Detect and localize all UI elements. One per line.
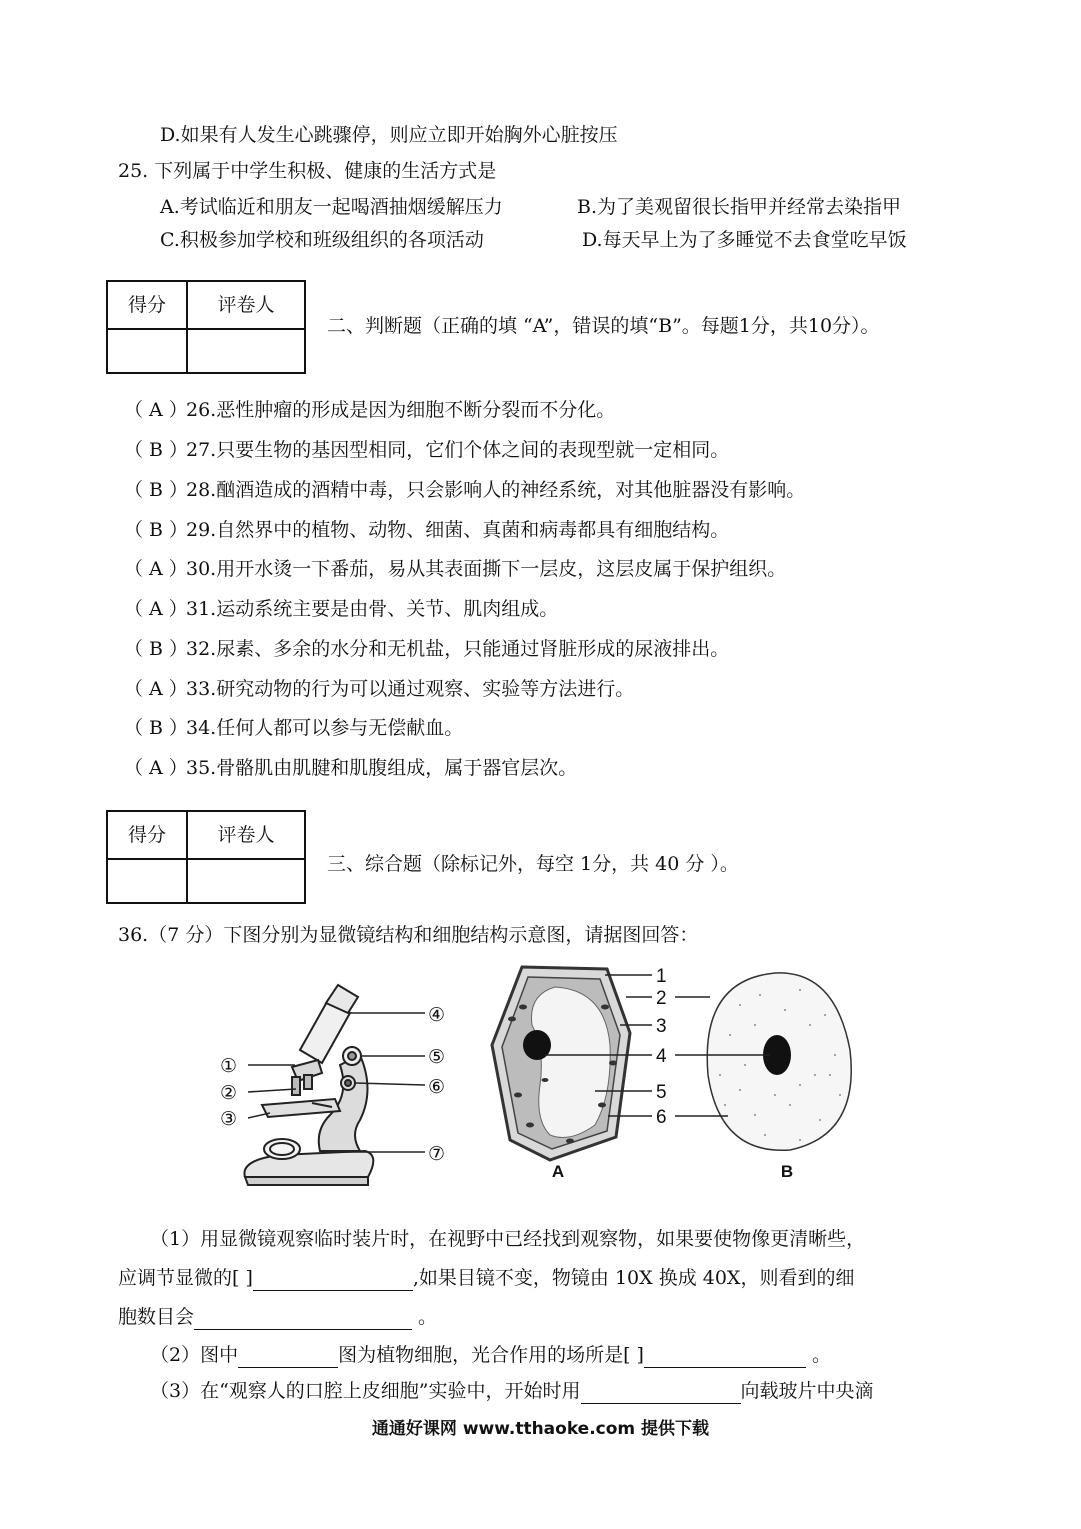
judge-item	[124, 477, 805, 503]
cell-b-caption: B	[780, 1162, 794, 1181]
judge-answer: （ A ）	[124, 757, 188, 779]
judge-answer: （ A ）	[124, 598, 188, 620]
q36-stem: 36.（7 分）下图分别为显微镜结构和细胞结构示意图，请据图回答：	[118, 924, 699, 946]
judge-answer: （ B ）	[124, 519, 189, 541]
q24-option-d: D.如果有人发生心跳骤停，则应立即开始胸外心脏按压	[160, 124, 618, 146]
q36-p2	[150, 1342, 831, 1368]
cell-a-caption: A	[551, 1162, 565, 1181]
microscope-label: ②	[220, 1083, 238, 1104]
cell-a-labels	[656, 966, 667, 1128]
answer-blank[interactable]	[253, 1270, 413, 1291]
cell-label: 6	[656, 1107, 667, 1128]
cell-label: 2	[656, 988, 667, 1009]
judge-item	[124, 437, 729, 463]
score-label: 得分	[127, 824, 166, 846]
judge-text: 28.酗酒造成的酒精中毒，只会影响人的神经系统，对其他脏器没有影响。	[186, 479, 806, 501]
score-box	[106, 280, 306, 374]
q36-figure	[200, 955, 860, 1200]
microscope-label: ①	[220, 1056, 238, 1077]
answer-blank[interactable]	[581, 1383, 741, 1404]
judge-item	[124, 596, 558, 622]
judge-item	[124, 755, 577, 781]
judge-text: 27.只要生物的基因型相同，它们个体之间的表现型就一定相同。	[186, 439, 730, 461]
q36-p3-b: 向载玻片中央滴	[740, 1380, 874, 1402]
judge-text: 34.任何人都可以参与无偿献血。	[186, 717, 464, 739]
score-label: 得分	[127, 294, 166, 316]
judge-text: 33.研究动物的行为可以通过观察、实验等方法进行。	[186, 678, 635, 700]
q36-p1-line3-b: 。	[412, 1306, 438, 1328]
answer-blank[interactable]	[238, 1347, 338, 1368]
q36-p2-b: 图为植物细胞，光合作用的场所是[ ]	[338, 1344, 644, 1366]
cell-label: 1	[656, 966, 667, 987]
judge-text: 31.运动系统主要是由骨、关节、肌肉组成。	[186, 598, 559, 620]
answer-blank[interactable]	[194, 1309, 412, 1330]
cell-label: 5	[656, 1082, 667, 1103]
judge-text: 26.恶性肿瘤的形成是因为细胞不断分裂而不分化。	[186, 399, 616, 421]
q25-option-a: A.考试临近和朋友一起喝酒抽烟缓解压力	[160, 196, 503, 218]
cell-label: 3	[656, 1016, 667, 1037]
q36-p1-line3	[118, 1304, 437, 1330]
q36-p2-c: 。	[805, 1344, 832, 1366]
judge-answer: （ B ）	[124, 638, 189, 660]
grader-label: 评卷人	[217, 824, 275, 846]
q25-option-c: C.积极参加学校和班级组织的各项活动	[160, 229, 484, 251]
judge-item	[124, 397, 615, 423]
judge-item	[124, 715, 463, 741]
judge-answer: （ A ）	[124, 399, 188, 421]
judge-text: 30.用开水烫一下番茄，易从其表面撕下一层皮，这层皮属于保护组织。	[186, 558, 787, 580]
q36-p2-a: （2）图中	[150, 1344, 239, 1366]
microscope-label: ⑤	[428, 1047, 446, 1068]
microscope-label: ④	[428, 1005, 446, 1026]
microscope-label: ⑥	[428, 1077, 446, 1098]
judge-item	[124, 517, 729, 543]
footer-watermark: 通通好课网 www.tthaoke.com 提供下载	[371, 1419, 710, 1439]
judge-text: 32.尿素、多余的水分和无机盐，只能通过肾脏形成的尿液排出。	[186, 638, 730, 660]
judge-answer: （ B ）	[124, 479, 189, 501]
q25-option-b: B.为了美观留很长指甲并经常去染指甲	[577, 196, 902, 218]
judge-item	[124, 676, 634, 702]
microscope-illustration	[244, 985, 373, 1185]
judge-text: 29.自然界中的植物、动物、细菌、真菌和病毒都具有细胞结构。	[186, 519, 730, 541]
q36-p3-a: （3）在“观察人的口腔上皮细胞”实验中，开始时用	[150, 1380, 581, 1402]
cell-label: 4	[656, 1046, 667, 1067]
animal-cell-b	[707, 973, 851, 1150]
judge-answer: （ A ）	[124, 678, 188, 700]
q36-p1-line2-a: 应调节显微的[ ]	[118, 1267, 253, 1289]
q36-p1-line2-b: ,如果目镜不变，物镜由 10X 换成 40X，则看到的细	[412, 1267, 855, 1289]
grader-label: 评卷人	[217, 294, 275, 316]
section-3-title: 三、综合题（除标记外，每空 1分，共 40 分 ）。	[327, 853, 739, 875]
microscope-label: ⑦	[428, 1144, 446, 1165]
judge-item	[124, 556, 786, 582]
plant-cell-a	[492, 967, 630, 1160]
q36-p1-line1: （1）用显微镜观察临时装片时，在视野中已经找到观察物，如果要使物像更清晰些，	[150, 1228, 866, 1250]
q36-p1-line3-a: 胞数目会	[118, 1306, 195, 1328]
score-box	[106, 810, 306, 904]
answer-blank[interactable]	[644, 1347, 806, 1368]
judge-answer: （ B ）	[124, 439, 189, 461]
q25-stem: 25. 下列属于中学生积极、健康的生活方式是	[118, 160, 497, 182]
judge-answer: （ A ）	[124, 558, 188, 580]
microscope-label: ③	[220, 1109, 238, 1130]
q36-p3	[150, 1378, 874, 1404]
q36-p1-line2	[118, 1265, 854, 1291]
judge-answer: （ B ）	[124, 717, 189, 739]
judge-item	[124, 636, 729, 662]
judge-text: 35.骨骼肌由肌腱和肌腹组成，属于器官层次。	[186, 757, 578, 779]
q25-option-d: D.每天早上为了多睡觉不去食堂吃早饭	[582, 229, 907, 251]
section-2-title: 二、判断题（正确的填 “A”，错误的填“B”。每题1分，共10分）。	[327, 315, 880, 337]
